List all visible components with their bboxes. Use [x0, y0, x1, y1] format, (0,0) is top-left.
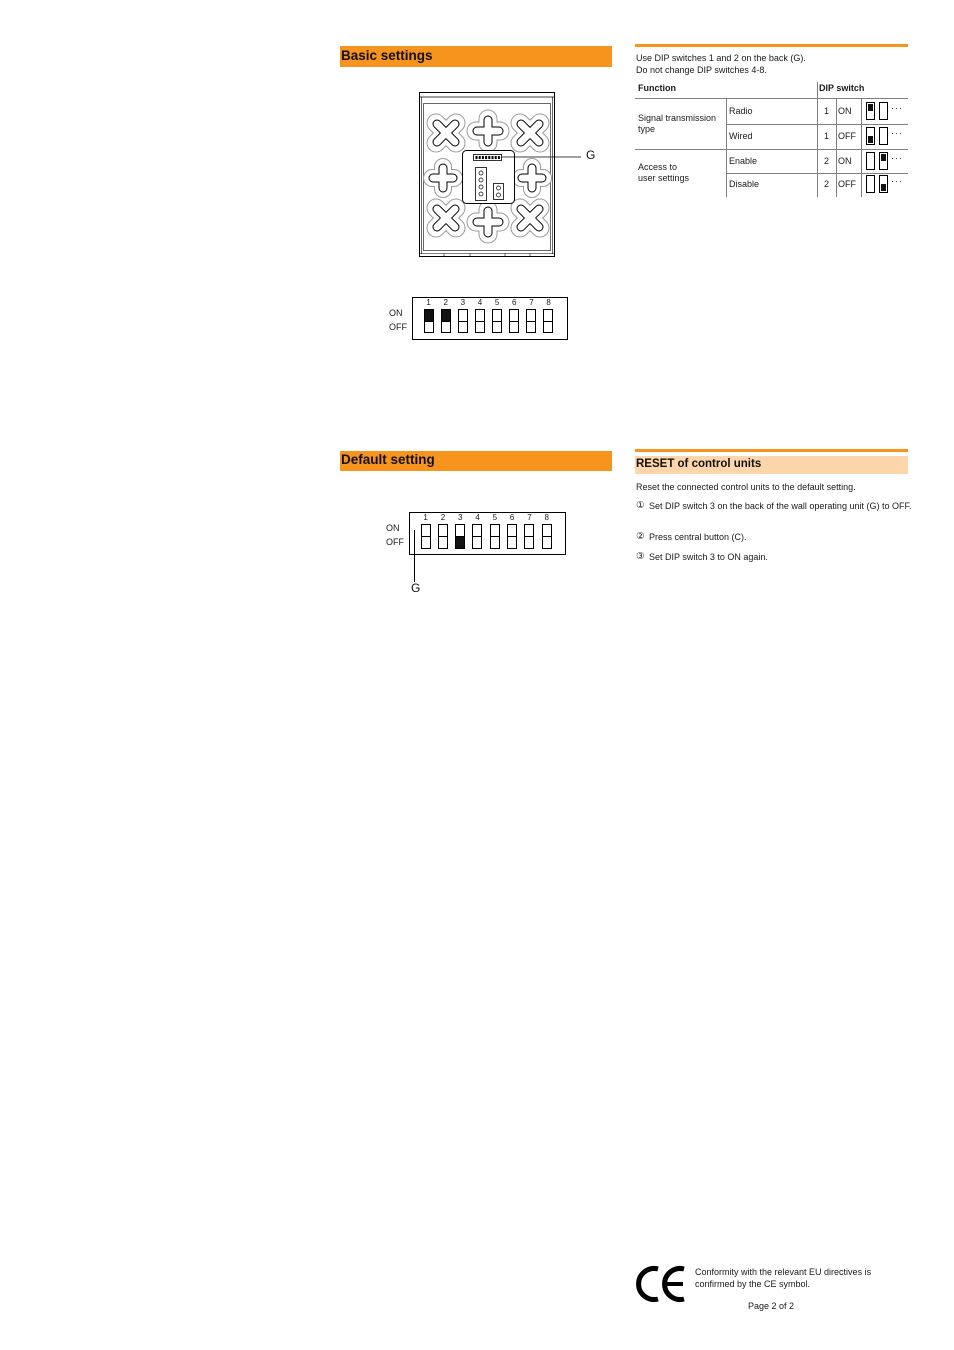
dip-switch-6: [503, 513, 520, 551]
dip-switch-lever: [441, 309, 451, 333]
continuation-dots: ···: [891, 128, 903, 138]
x-key-icon-bottom-right: [520, 208, 540, 228]
step-1-text: Set DIP switch 3 on the back of the wall operating unit (G) to OFF.: [649, 501, 912, 511]
dip-switch-number: 6: [512, 298, 517, 307]
dip-off-label: OFF: [386, 536, 404, 547]
mini-dip-knob-off: [868, 136, 873, 143]
table-rule: [635, 149, 908, 150]
dip-switch-number: 1: [426, 298, 431, 307]
dip-switch-number: 7: [529, 298, 534, 307]
table-group-label: [638, 113, 716, 135]
dip-switch-7: [523, 298, 540, 336]
plus-key-icon-bottom: [476, 210, 500, 234]
dip-switch-number: 2: [440, 513, 446, 522]
table-rule: [726, 173, 908, 174]
step-1-marker: ①: [636, 500, 645, 511]
reset-column-rule: [635, 449, 908, 452]
dip-switch-lever: [458, 309, 468, 333]
dip-switch-6: [506, 298, 523, 336]
mini-dip-switch-2: [879, 175, 888, 193]
reset-description: Reset the connected control units to the default setting.: [636, 481, 856, 492]
table-group-label: [638, 162, 689, 184]
dip-switch-lever: [492, 309, 502, 333]
dip-switch-number: 5: [492, 513, 498, 522]
table-option: Disable: [729, 178, 760, 189]
mini-dip-switch-1: [866, 152, 875, 170]
dip-on-label: ON: [389, 307, 403, 318]
dip-switch-lever: [438, 524, 448, 549]
basic-dip-switch-diagram: [412, 297, 568, 340]
plus-key-icon-top: [476, 119, 500, 143]
dip-switch-lever: [526, 309, 536, 333]
continuation-dots: ···: [891, 103, 903, 113]
dip-switch-number: 8: [546, 298, 551, 307]
dip-switch-number: 4: [475, 513, 480, 522]
table-rule: [817, 82, 818, 197]
mini-dip-switch-1: [866, 127, 875, 145]
dip-switch-lever: [524, 524, 534, 549]
default-callout-line: [414, 530, 415, 582]
dip-switch-row: [420, 298, 557, 336]
dip-switch-3: [452, 513, 469, 551]
dip-switch-lever: [424, 309, 434, 333]
dip-switch-number: 5: [494, 298, 500, 307]
dip-switch-1: [417, 513, 434, 551]
step-3-marker: ③: [636, 551, 645, 562]
intro-line-1: Use DIP switches 1 and 2 on the back (G).: [636, 52, 806, 63]
dip-switch-lever: [543, 309, 553, 333]
dip-switch-1: [420, 298, 437, 336]
ce-mark-logo: [634, 1264, 688, 1304]
dip-switch-row: [417, 513, 555, 551]
table-header-function: Function: [638, 82, 676, 93]
table-switch-number: 2: [824, 155, 830, 166]
default-dip-switch-diagram: [409, 512, 566, 555]
default-setting-title: Default setting: [341, 452, 435, 467]
dip-switch-lever: [472, 524, 482, 549]
mini-dip-knob-off: [881, 184, 886, 191]
table-option: Radio: [729, 105, 753, 116]
table-rule: [726, 124, 908, 125]
basic-settings-column-rule: [635, 44, 908, 47]
dip-switch-lever: [475, 309, 485, 333]
table-switch-state: ON: [838, 105, 852, 116]
table-option: Enable: [729, 155, 758, 166]
mini-dip-switch-2: [879, 102, 888, 120]
step-2-text: Press central button (C).: [649, 532, 747, 542]
x-key-icon-bottom-left: [436, 208, 456, 228]
dip-switch-number: 3: [458, 513, 463, 522]
terminal-block-left: [476, 168, 487, 201]
reset-title: RESET of control units: [636, 458, 762, 470]
table-rule: [635, 98, 908, 99]
table-switch-state: OFF: [838, 178, 856, 189]
dip-on-label: ON: [386, 522, 400, 533]
default-callout-label: G: [411, 581, 421, 595]
dip-state-icon: [866, 102, 903, 120]
dip-state-icon: [866, 175, 903, 193]
dip-switch-number: 2: [443, 298, 448, 307]
dip-switch-lever: [509, 309, 519, 333]
dip-switch-lever: [455, 524, 465, 549]
mini-dip-switch-1: [866, 175, 875, 193]
dip-switch-lever: [421, 524, 431, 549]
table-switch-number: 1: [824, 105, 830, 116]
dip-switch-8: [540, 298, 557, 336]
dip-state-icon: [866, 127, 903, 145]
dip-switch-4: [469, 513, 486, 551]
device-callout-label: G: [586, 148, 596, 162]
mini-dip-knob-on: [868, 104, 873, 111]
dip-switch-knob-on: [425, 310, 433, 321]
x-key-icon-top-left: [436, 123, 456, 143]
intro-line-2: Do not change DIP switches 4-8.: [636, 64, 767, 75]
table-option: Wired: [729, 130, 753, 141]
dip-switch-7: [521, 513, 538, 551]
table-group-label-line: user settings: [638, 172, 690, 183]
table-switch-state: OFF: [838, 130, 856, 141]
table-rule: [861, 99, 862, 197]
dip-switch-knob-on: [442, 310, 450, 321]
dip-switch-8: [538, 513, 555, 551]
step-2-marker: ②: [636, 531, 645, 542]
dip-switch-number: 6: [509, 513, 515, 522]
mini-dip-switch-2: [879, 127, 888, 145]
dip-switch-number: 8: [544, 513, 549, 522]
mini-dip-knob-on: [881, 154, 886, 161]
table-header-dip-switch: DIP switch: [819, 82, 865, 93]
dip-state-icon: [866, 152, 903, 170]
table-rule: [726, 99, 727, 197]
step-3-text: Set DIP switch 3 to ON again.: [649, 552, 768, 562]
x-key-icon-top-right: [520, 123, 540, 143]
table-switch-state: ON: [838, 155, 852, 166]
table-group-label-line: type: [638, 123, 656, 134]
dip-switch-2: [437, 298, 454, 336]
table-rule: [836, 99, 837, 197]
plus-key-icon-left: [432, 167, 454, 189]
continuation-dots: ···: [891, 153, 903, 163]
continuation-dots: ···: [891, 176, 903, 186]
mini-dip-switch-1: [866, 102, 875, 120]
table-switch-number: 2: [824, 178, 830, 189]
basic-settings-title: Basic settings: [341, 47, 433, 63]
center-module: [463, 151, 515, 204]
basic-settings-header-bar: [340, 46, 612, 67]
dip-switch-lever: [507, 524, 517, 549]
dip-switch-2: [434, 513, 451, 551]
mini-dip-switch-2: [879, 152, 888, 170]
conformity-text: Conformity with the relevant EU directives is confirmed by the CE symbol.: [695, 1267, 872, 1289]
reset-title-band: [635, 456, 908, 474]
default-setting-header-bar: [340, 451, 612, 471]
dip-switch-number: 7: [527, 513, 532, 522]
wall-operating-unit-back-drawing: [410, 85, 590, 265]
table-group-label-line: Signal transmission: [638, 112, 717, 123]
dip-switch-number: 3: [460, 298, 466, 307]
table-group-label-line: Access to: [638, 161, 678, 172]
table-switch-number: 1: [824, 130, 830, 141]
dip-switch-5: [486, 513, 503, 551]
plus-key-icon-right: [521, 167, 543, 189]
dip-switch-number: 1: [423, 513, 428, 522]
dip-switch-number: 4: [477, 298, 483, 307]
dip-switch-lever: [490, 524, 500, 549]
dip-switch-block: [474, 155, 502, 161]
page-number: Page 2 of 2: [748, 1300, 795, 1311]
dip-switch-4: [471, 298, 488, 336]
dip-switch-3: [454, 298, 471, 336]
dip-switch-5: [489, 298, 506, 336]
dip-off-label: OFF: [389, 321, 407, 332]
dip-switch-knob-off: [456, 536, 464, 548]
dip-switch-lever: [542, 524, 552, 549]
